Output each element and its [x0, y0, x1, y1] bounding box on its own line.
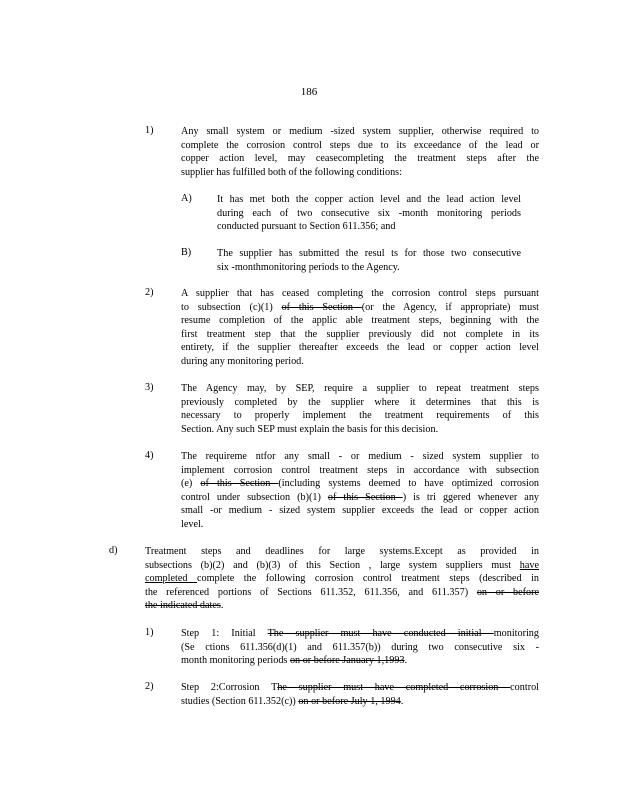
text-run: The requireme ntfor any small - or medium - sized system supplier to — [181, 451, 539, 462]
text-run: The supplier has submitted the resul ts for those two consecutive — [217, 248, 521, 259]
text-run: supplier has fulfilled both of the following conditions: — [181, 166, 402, 178]
struck-text: of this Section — [327, 491, 403, 503]
paragraph-text — [217, 193, 521, 234]
text-run: Step 2:Corrosion T — [181, 682, 278, 693]
text-run: copper action level, may ceasecompleting the treatment steps after the — [181, 153, 539, 164]
text-run: . — [404, 655, 408, 666]
struck-text: of this Section — [281, 301, 362, 313]
text-run: studies (Section 611.352(c)) — [181, 695, 299, 707]
text-run: level. — [181, 518, 204, 530]
text-run: (or the Agency, if appropriate) must — [361, 301, 539, 313]
text-run: six -monthmonitoring periods to the Agency. — [217, 261, 400, 273]
paragraph-label: A) — [181, 193, 192, 204]
paragraph-label: 3) — [145, 382, 154, 393]
text-run: month monitoring periods — [181, 655, 290, 666]
paragraph-text — [181, 382, 539, 436]
text-line — [217, 220, 521, 234]
struck-text: of this Section — [200, 478, 279, 489]
text-run: control — [510, 682, 540, 693]
text-line — [181, 450, 539, 464]
text-line — [181, 301, 539, 315]
text-run: subsections (b)(2) and (b)(3) of this Section , large system suppliers must — [145, 559, 520, 571]
struck-text: on or before July 1, 1994 — [298, 695, 401, 707]
text-line — [181, 423, 539, 437]
struck-text: on or before January 1,1993 — [289, 655, 405, 666]
paragraph-label: 4) — [145, 450, 154, 461]
text-line — [181, 518, 539, 532]
text-line — [145, 559, 539, 573]
text-run: . — [400, 695, 404, 707]
text-run: (including systems deemed to have optimized corrosion — [278, 478, 540, 489]
text-run: Section. Any such SEP must explain the basis for this decision. — [181, 423, 439, 435]
text-line — [181, 396, 539, 410]
text-line — [181, 641, 539, 655]
text-line — [181, 695, 539, 709]
text-line — [145, 545, 539, 559]
text-run: implement corrosion control treatment steps in accordance with subsection — [181, 464, 539, 476]
text-line — [181, 477, 539, 491]
text-run: first treatment step that the supplier previously did not complete in its — [181, 328, 539, 340]
text-run: . — [220, 600, 224, 611]
text-line — [181, 328, 539, 342]
text-run: A supplier that has ceased completing the corrosion control steps pursuant — [181, 288, 539, 299]
text-line — [145, 572, 539, 586]
text-line — [145, 586, 539, 600]
paragraph-label: 1) — [145, 125, 154, 136]
text-run: (e) — [181, 478, 201, 489]
text-run: control under subsection (b)(1) — [181, 491, 328, 503]
page-number: 186 — [300, 86, 318, 98]
text-run: during any monitoring period. — [181, 355, 304, 367]
text-run: ) is tri ggered whenever any — [402, 491, 540, 503]
text-line — [181, 382, 539, 396]
struck-text: he supplier must have completed corrosion — [277, 682, 511, 693]
inserted-text: have — [519, 559, 539, 571]
text-run: resume completion of the applic able treatment steps, beginning with the — [181, 315, 539, 326]
paragraph-text — [181, 287, 539, 368]
paragraph-text — [145, 545, 539, 613]
text-run: to subsection (c)(1) — [181, 301, 282, 313]
text-run: previously completed by the supplier where it determines that this is — [181, 396, 539, 408]
text-run: It has met both the copper action level and the lead action level — [217, 194, 521, 205]
struck-text: on or before — [476, 586, 539, 598]
text-line — [181, 491, 539, 505]
text-line — [217, 207, 521, 221]
text-line — [181, 314, 539, 328]
paragraph-text — [181, 681, 539, 708]
text-line — [181, 504, 539, 518]
paragraph-text — [217, 247, 521, 274]
text-line — [181, 166, 539, 180]
text-line — [181, 139, 539, 153]
paragraph-label: d) — [109, 545, 118, 556]
paragraph-text — [181, 450, 539, 531]
paragraph-text — [181, 125, 539, 179]
text-run: entirety, if the supplier thereafter exceeds the lead or copper action level — [181, 342, 539, 353]
text-run: the referenced portions of Sections 611.352, 611.356, and 611.357) — [145, 586, 477, 598]
text-line — [181, 464, 539, 478]
text-run: necessary to properly implement the treatment requirements of this — [181, 410, 539, 421]
text-line — [181, 287, 539, 301]
text-run: (Se ctions 611.356(d)(1) and 611.357(b)) during two consecutive six - — [181, 641, 539, 653]
text-line — [145, 599, 539, 613]
struck-text: The supplier must have conducted initial — [267, 628, 494, 639]
text-run: The Agency may, by SEP, require a supplier to repeat treatment steps — [181, 383, 539, 394]
text-run: small -or medium - sized system supplier exceeds the lead or copper action — [181, 505, 539, 516]
text-line — [217, 247, 521, 261]
text-line — [181, 681, 539, 695]
text-line — [181, 627, 539, 641]
struck-text: the indicated dates — [145, 600, 221, 611]
paragraph-label: 2) — [145, 287, 154, 298]
inserted-text: completed — [145, 573, 197, 584]
paragraph-label: 2) — [145, 681, 154, 692]
text-run: conducted pursuant to Section 611.356; and — [217, 221, 396, 232]
text-line — [181, 355, 539, 369]
paragraph-label: B) — [181, 247, 192, 258]
text-line — [181, 409, 539, 423]
text-line — [181, 152, 539, 166]
text-run: Any small system or medium -sized system supplier, otherwise required to — [181, 126, 539, 137]
text-run: complete the corrosion control steps due to its exceedance of the lead or — [181, 139, 539, 151]
paragraph-label: 1) — [145, 627, 154, 638]
text-line — [181, 125, 539, 139]
text-line — [181, 341, 539, 355]
text-run: during each of two consecutive six -month monitoring periods — [217, 207, 521, 219]
text-run: Step 1: Initial — [181, 628, 268, 639]
text-run: monitoring — [493, 628, 539, 639]
text-line — [217, 193, 521, 207]
text-line — [217, 261, 521, 275]
text-line — [181, 654, 539, 668]
paragraph-text — [181, 627, 539, 668]
text-run: Treatment steps and deadlines for large systems.Except as provided in — [145, 546, 539, 557]
text-run: complete the following corrosion control treatment steps (described in — [196, 573, 539, 584]
